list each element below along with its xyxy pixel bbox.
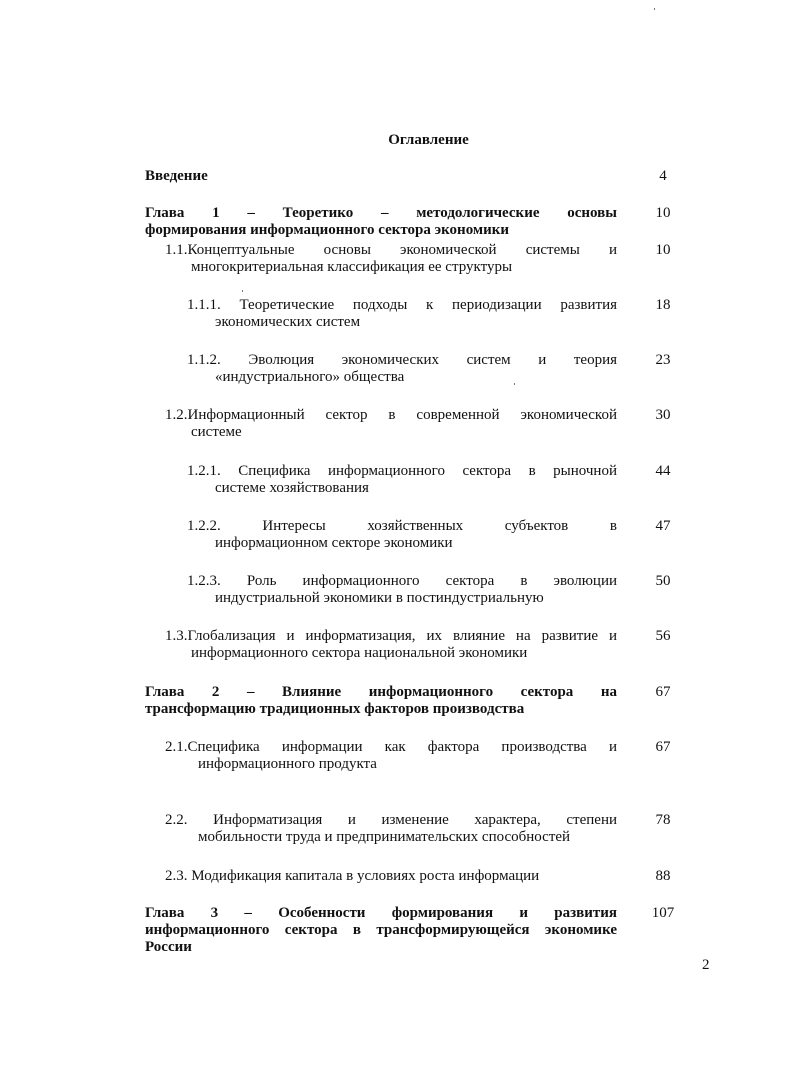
toc-entry-section-1-2-1 xyxy=(187,463,617,497)
toc-page-number: 56 xyxy=(655,628,671,644)
toc-entry-line: 1.1.Концептуальные основы экономической системы и xyxy=(165,242,617,258)
toc-entry-section-1-2-2 xyxy=(187,518,617,552)
toc-entry-section-2-1 xyxy=(165,739,617,773)
toc-entry-line: «индустриального» общества xyxy=(215,369,405,385)
toc-entry-line: 1.2.3. Роль информационного сектора в эволюции xyxy=(187,573,617,589)
toc-page-number: 18 xyxy=(655,297,671,313)
toc-entry-section-1-2-3 xyxy=(187,573,617,607)
toc-entry-line: экономических систем xyxy=(215,314,361,330)
page-number: 2 xyxy=(702,957,710,973)
toc-entry-line: России xyxy=(145,939,192,955)
toc-entry-line: информационного сектора в трансформирующейся экономике xyxy=(145,922,617,938)
toc-entry-introduction xyxy=(145,168,617,185)
toc-entry-chapter-2 xyxy=(145,684,617,718)
toc-page-number: 107 xyxy=(651,905,675,921)
toc-entry-section-2-2 xyxy=(165,812,617,846)
toc-entry-line: 1.2.1. Специфика информационного сектора в рыночной xyxy=(187,463,617,479)
toc-page-number: 23 xyxy=(655,352,671,368)
scan-speck xyxy=(242,290,243,292)
toc-page-number: 44 xyxy=(655,463,671,479)
toc-entry-line: системе хозяйствования xyxy=(215,480,369,496)
toc-entry-line: информационного сектора национальной экономики xyxy=(191,645,528,661)
toc-entry-line: Глава 3 – Особенности формирования и развития xyxy=(145,905,617,921)
toc-entry-section-1-3 xyxy=(165,628,617,662)
toc-entry-line: 1.2.Информационный сектор в современной экономической xyxy=(165,407,617,423)
toc-entry-section-1-1-1 xyxy=(187,297,617,331)
toc-entry-chapter-1 xyxy=(145,205,617,239)
toc-entry-line: 1.1.1. Теоретические подходы к периодизации развития xyxy=(187,297,617,313)
toc-entry-line: информационном секторе экономики xyxy=(215,535,453,551)
toc-page-number: 10 xyxy=(655,242,671,258)
toc-entry-line: 2.3. Модификация капитала в условиях роста информации xyxy=(165,868,540,884)
toc-page-number: 50 xyxy=(655,573,671,589)
toc-entry-line: 1.1.2. Эволюция экономических систем и теория xyxy=(187,352,617,368)
toc-entry-section-1-2 xyxy=(165,407,617,441)
toc-entry-line: информационного продукта xyxy=(198,756,377,772)
toc-entry-line: трансформацию традиционных факторов производства xyxy=(145,701,525,717)
toc-page-number: 88 xyxy=(655,868,671,884)
toc-entry-line: индустриальной экономики в постиндустриальную xyxy=(215,590,544,606)
toc-entry-section-1-1 xyxy=(165,242,617,276)
toc-page-number: 78 xyxy=(655,812,671,828)
toc-entry-line: формирования информационного сектора экономики xyxy=(145,222,510,238)
toc-page-number: 67 xyxy=(655,684,671,700)
toc-entry-line: 2.2. Информатизация и изменение характера, степени xyxy=(165,812,617,828)
page-title: Оглавление xyxy=(388,132,469,148)
toc-page-number: 67 xyxy=(655,739,671,755)
toc-entry-section-1-1-2 xyxy=(187,352,617,386)
toc-page-number: 30 xyxy=(655,407,671,423)
toc-entry-line: Глава 2 – Влияние информационного сектора на xyxy=(145,684,617,700)
toc-page-number: 4 xyxy=(659,168,667,184)
toc-page-number: 10 xyxy=(655,205,671,221)
toc-entry-line: многокритериальная классификация ее структуры xyxy=(191,259,513,275)
toc-entry-chapter-3 xyxy=(145,905,617,956)
toc-entry-line: 1.2.2. Интересы хозяйственных субъектов в xyxy=(187,518,617,534)
toc-entry-line: системе xyxy=(191,424,242,440)
toc-entry-line: Глава 1 – Теоретико – методологические основы xyxy=(145,205,617,221)
toc-entry-line: Введение xyxy=(145,168,208,184)
toc-entry-line: 2.1.Специфика информации как фактора производства и xyxy=(165,739,617,755)
toc-entry-section-2-3 xyxy=(165,868,617,885)
toc-page-number: 47 xyxy=(655,518,671,534)
toc-entry-line: 1.3.Глобализация и информатизация, их влияние на развитие и xyxy=(165,628,617,644)
scan-speck xyxy=(654,8,655,10)
toc-entry-line: мобильности труда и предпринимательских способностей xyxy=(198,829,571,845)
scan-speck xyxy=(514,383,515,385)
